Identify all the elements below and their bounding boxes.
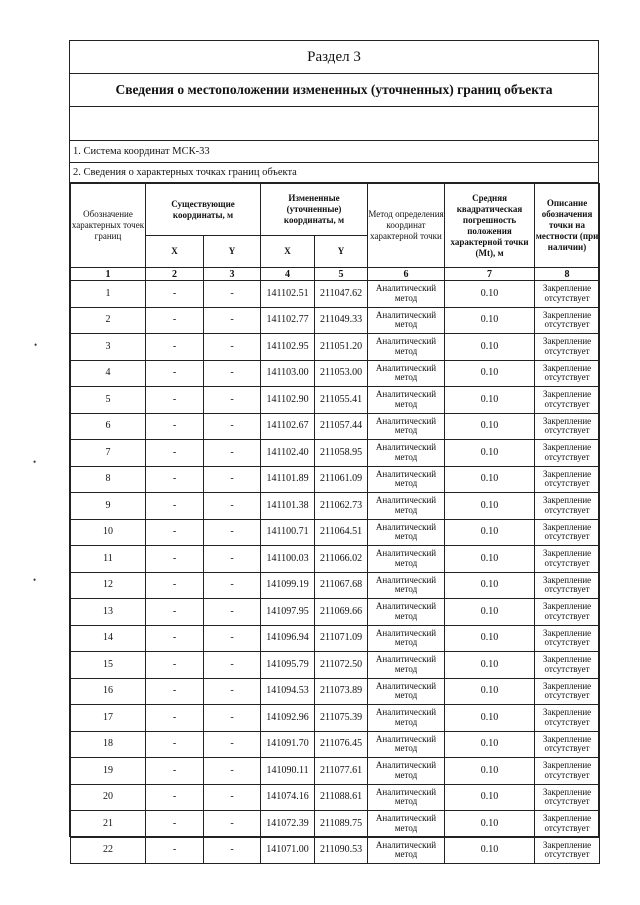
existing-y-cell: - (204, 546, 261, 573)
existing-y-cell: - (204, 705, 261, 732)
existing-y-cell: - (204, 307, 261, 334)
method-cell: Аналитический метод (368, 678, 445, 705)
existing-y-cell: - (204, 466, 261, 493)
accuracy-cell: 0.10 (445, 360, 535, 387)
existing-x-cell: - (146, 519, 204, 546)
accuracy-cell: 0.10 (445, 281, 535, 308)
changed-y-cell: 211049.33 (315, 307, 368, 334)
description-cell: Закрепление отсутствует (535, 519, 600, 546)
existing-y-cell: - (204, 519, 261, 546)
table-row (71, 440, 600, 467)
changed-x-cell: 141102.77 (261, 307, 315, 334)
method-cell: Аналитический метод (368, 784, 445, 811)
method-cell: Аналитический метод (368, 519, 445, 546)
changed-x-cell: 141103.00 (261, 360, 315, 387)
table-row (71, 599, 600, 626)
table-row (71, 784, 600, 811)
method-cell: Аналитический метод (368, 413, 445, 440)
description-cell: Закрепление отсутствует (535, 837, 600, 864)
accuracy-cell: 0.10 (445, 731, 535, 758)
changed-x-cell: 141100.03 (261, 546, 315, 573)
changed-x-cell: 141099.19 (261, 572, 315, 599)
description-cell: Закрепление отсутствует (535, 334, 600, 361)
existing-y-cell: - (204, 440, 261, 467)
existing-x-cell: - (146, 493, 204, 520)
method-cell: Аналитический метод (368, 466, 445, 493)
point-number-cell: 9 (71, 493, 146, 520)
accuracy-cell: 0.10 (445, 705, 535, 732)
description-cell: Закрепление отсутствует (535, 758, 600, 785)
method-cell: Аналитический метод (368, 811, 445, 838)
method-cell: Аналитический метод (368, 307, 445, 334)
char-points-title: 2. Сведения о характерных точках границ объекта (70, 163, 598, 183)
description-cell: Закрепление отсутствует (535, 572, 600, 599)
changed-y-cell: 211064.51 (315, 519, 368, 546)
changed-y-cell: 211089.75 (315, 811, 368, 838)
changed-x-cell: 141095.79 (261, 652, 315, 679)
accuracy-cell: 0.10 (445, 387, 535, 414)
accuracy-cell: 0.10 (445, 307, 535, 334)
changed-y-cell: 211061.09 (315, 466, 368, 493)
table-row (71, 705, 600, 732)
accuracy-cell: 0.10 (445, 811, 535, 838)
changed-y-cell: 211053.00 (315, 360, 368, 387)
scan-speck: • (33, 457, 37, 467)
accuracy-cell: 0.10 (445, 466, 535, 493)
method-cell: Аналитический метод (368, 360, 445, 387)
changed-x-cell: 141092.96 (261, 705, 315, 732)
changed-y-cell: 211062.73 (315, 493, 368, 520)
changed-y-cell: 211088.61 (315, 784, 368, 811)
existing-x-cell: - (146, 387, 204, 414)
document-frame (69, 40, 599, 860)
point-number-cell: 11 (71, 546, 146, 573)
point-number-cell: 12 (71, 572, 146, 599)
changed-x-cell: 141096.94 (261, 625, 315, 652)
accuracy-cell: 0.10 (445, 599, 535, 626)
header-changed: Измененные (уточненные) координаты, м (261, 184, 368, 236)
existing-y-cell: - (204, 837, 261, 864)
changed-x-cell: 141101.38 (261, 493, 315, 520)
col-number: 8 (535, 268, 600, 281)
accuracy-cell: 0.10 (445, 413, 535, 440)
changed-x-cell: 141101.89 (261, 466, 315, 493)
changed-y-cell: 211090.53 (315, 837, 368, 864)
scan-speck: • (34, 340, 38, 350)
description-cell: Закрепление отсутствует (535, 307, 600, 334)
point-number-cell: 3 (71, 334, 146, 361)
existing-x-cell: - (146, 546, 204, 573)
changed-y-cell: 211072.50 (315, 652, 368, 679)
existing-y-cell: - (204, 334, 261, 361)
existing-x-cell: - (146, 307, 204, 334)
changed-x-cell: 141074.16 (261, 784, 315, 811)
changed-x-cell: 141100.71 (261, 519, 315, 546)
changed-y-cell: 211076.45 (315, 731, 368, 758)
method-cell: Аналитический метод (368, 705, 445, 732)
col-number: 7 (445, 268, 535, 281)
points-table-body (71, 281, 600, 864)
point-number-cell: 20 (71, 784, 146, 811)
point-number-cell: 21 (71, 811, 146, 838)
existing-x-cell: - (146, 440, 204, 467)
existing-x-cell: - (146, 678, 204, 705)
table-row (71, 678, 600, 705)
changed-y-cell: 211071.09 (315, 625, 368, 652)
method-cell: Аналитический метод (368, 731, 445, 758)
method-cell: Аналитический метод (368, 625, 445, 652)
existing-x-cell: - (146, 281, 204, 308)
accuracy-cell: 0.10 (445, 758, 535, 785)
existing-y-cell: - (204, 387, 261, 414)
changed-x-cell: 141102.90 (261, 387, 315, 414)
accuracy-cell: 0.10 (445, 572, 535, 599)
method-cell: Аналитический метод (368, 440, 445, 467)
existing-y-cell: - (204, 731, 261, 758)
existing-x-cell: - (146, 572, 204, 599)
description-cell: Закрепление отсутствует (535, 599, 600, 626)
existing-x-cell: - (146, 731, 204, 758)
point-number-cell: 14 (71, 625, 146, 652)
description-cell: Закрепление отсутствует (535, 360, 600, 387)
changed-y-cell: 211075.39 (315, 705, 368, 732)
point-number-cell: 1 (71, 281, 146, 308)
existing-x-cell: - (146, 599, 204, 626)
point-number-cell: 7 (71, 440, 146, 467)
accuracy-cell: 0.10 (445, 440, 535, 467)
existing-y-cell: - (204, 572, 261, 599)
changed-x-cell: 141091.70 (261, 731, 315, 758)
col-number: 4 (261, 268, 315, 281)
table-row (71, 387, 600, 414)
existing-y-cell: - (204, 811, 261, 838)
existing-y-cell: - (204, 413, 261, 440)
description-cell: Закрепление отсутствует (535, 493, 600, 520)
changed-x-cell: 141071.00 (261, 837, 315, 864)
table-row (71, 334, 600, 361)
table-row (71, 360, 600, 387)
changed-x-cell: 141097.95 (261, 599, 315, 626)
changed-x-cell: 141094.53 (261, 678, 315, 705)
col-number: 2 (146, 268, 204, 281)
changed-y-cell: 211058.95 (315, 440, 368, 467)
table-row (71, 546, 600, 573)
header-method: Метод определения координат характерной точки (368, 184, 445, 268)
changed-y-cell: 211057.44 (315, 413, 368, 440)
existing-y-cell: - (204, 758, 261, 785)
header-changed-x: X (261, 236, 315, 268)
existing-y-cell: - (204, 360, 261, 387)
point-number-cell: 6 (71, 413, 146, 440)
table-row (71, 625, 600, 652)
changed-y-cell: 211066.02 (315, 546, 368, 573)
accuracy-cell: 0.10 (445, 625, 535, 652)
description-cell: Закрепление отсутствует (535, 466, 600, 493)
table-row (71, 466, 600, 493)
page-title: Сведения о местоположении измененных (уточненных) границ объекта (70, 74, 598, 107)
description-cell: Закрепление отсутствует (535, 811, 600, 838)
table-row (71, 413, 600, 440)
point-number-cell: 22 (71, 837, 146, 864)
table-row (71, 281, 600, 308)
accuracy-cell: 0.10 (445, 678, 535, 705)
point-number-cell: 19 (71, 758, 146, 785)
changed-x-cell: 141102.95 (261, 334, 315, 361)
changed-y-cell: 211055.41 (315, 387, 368, 414)
blank-row (70, 107, 598, 141)
changed-x-cell: 141102.51 (261, 281, 315, 308)
changed-y-cell: 211069.66 (315, 599, 368, 626)
changed-y-cell: 211077.61 (315, 758, 368, 785)
existing-y-cell: - (204, 493, 261, 520)
existing-x-cell: - (146, 837, 204, 864)
accuracy-cell: 0.10 (445, 334, 535, 361)
header-existing-y: Y (204, 236, 261, 268)
existing-x-cell: - (146, 334, 204, 361)
col-number: 3 (204, 268, 261, 281)
existing-y-cell: - (204, 784, 261, 811)
existing-x-cell: - (146, 625, 204, 652)
header-existing-x: X (146, 236, 204, 268)
accuracy-cell: 0.10 (445, 784, 535, 811)
table-row (71, 519, 600, 546)
description-cell: Закрепление отсутствует (535, 387, 600, 414)
existing-y-cell: - (204, 678, 261, 705)
accuracy-cell: 0.10 (445, 493, 535, 520)
changed-y-cell: 211067.68 (315, 572, 368, 599)
table-row (71, 758, 600, 785)
existing-x-cell: - (146, 784, 204, 811)
accuracy-cell: 0.10 (445, 652, 535, 679)
column-numbers-row (71, 268, 600, 281)
method-cell: Аналитический метод (368, 281, 445, 308)
header-accuracy: Средняя квадратическая погрешность положения характерной точки (Mt), м (445, 184, 535, 268)
existing-x-cell: - (146, 466, 204, 493)
existing-x-cell: - (146, 413, 204, 440)
description-cell: Закрепление отсутствует (535, 281, 600, 308)
points-table (70, 183, 600, 864)
point-number-cell: 5 (71, 387, 146, 414)
table-row (71, 731, 600, 758)
header-existing: Существующие координаты, м (146, 184, 261, 236)
method-cell: Аналитический метод (368, 387, 445, 414)
existing-y-cell: - (204, 599, 261, 626)
point-number-cell: 10 (71, 519, 146, 546)
existing-x-cell: - (146, 360, 204, 387)
changed-x-cell: 141072.39 (261, 811, 315, 838)
existing-x-cell: - (146, 652, 204, 679)
header-changed-y: Y (315, 236, 368, 268)
point-number-cell: 17 (71, 705, 146, 732)
changed-x-cell: 141090.11 (261, 758, 315, 785)
changed-y-cell: 211051.20 (315, 334, 368, 361)
method-cell: Аналитический метод (368, 599, 445, 626)
changed-x-cell: 141102.67 (261, 413, 315, 440)
point-number-cell: 18 (71, 731, 146, 758)
col-number: 1 (71, 268, 146, 281)
accuracy-cell: 0.10 (445, 519, 535, 546)
col-number: 6 (368, 268, 445, 281)
point-number-cell: 2 (71, 307, 146, 334)
description-cell: Закрепление отсутствует (535, 731, 600, 758)
method-cell: Аналитический метод (368, 837, 445, 864)
point-number-cell: 16 (71, 678, 146, 705)
header-description: Описание обозначения точки на местности (при наличии) (535, 184, 600, 268)
existing-y-cell: - (204, 625, 261, 652)
existing-x-cell: - (146, 811, 204, 838)
description-cell: Закрепление отсутствует (535, 678, 600, 705)
point-number-cell: 15 (71, 652, 146, 679)
method-cell: Аналитический метод (368, 334, 445, 361)
point-number-cell: 13 (71, 599, 146, 626)
existing-x-cell: - (146, 758, 204, 785)
description-cell: Закрепление отсутствует (535, 546, 600, 573)
description-cell: Закрепление отсутствует (535, 413, 600, 440)
existing-x-cell: - (146, 705, 204, 732)
method-cell: Аналитический метод (368, 758, 445, 785)
existing-y-cell: - (204, 652, 261, 679)
point-number-cell: 4 (71, 360, 146, 387)
description-cell: Закрепление отсутствует (535, 705, 600, 732)
changed-x-cell: 141102.40 (261, 440, 315, 467)
changed-y-cell: 211047.62 (315, 281, 368, 308)
description-cell: Закрепление отсутствует (535, 440, 600, 467)
table-row (71, 493, 600, 520)
table-row (71, 652, 600, 679)
table-row (71, 307, 600, 334)
table-row (71, 837, 600, 864)
description-cell: Закрепление отсутствует (535, 625, 600, 652)
description-cell: Закрепление отсутствует (535, 784, 600, 811)
section-title: Раздел 3 (70, 41, 598, 74)
coord-system-line: 1. Система координат МСК-33 (70, 141, 598, 163)
table-row (71, 572, 600, 599)
method-cell: Аналитический метод (368, 493, 445, 520)
col-number: 5 (315, 268, 368, 281)
point-number-cell: 8 (71, 466, 146, 493)
header-designation: Обозначение характерных точек границ (71, 184, 146, 268)
accuracy-cell: 0.10 (445, 837, 535, 864)
description-cell: Закрепление отсутствует (535, 652, 600, 679)
existing-y-cell: - (204, 281, 261, 308)
method-cell: Аналитический метод (368, 652, 445, 679)
table-row (71, 811, 600, 838)
scan-speck: • (33, 575, 37, 585)
accuracy-cell: 0.10 (445, 546, 535, 573)
changed-y-cell: 211073.89 (315, 678, 368, 705)
method-cell: Аналитический метод (368, 546, 445, 573)
method-cell: Аналитический метод (368, 572, 445, 599)
